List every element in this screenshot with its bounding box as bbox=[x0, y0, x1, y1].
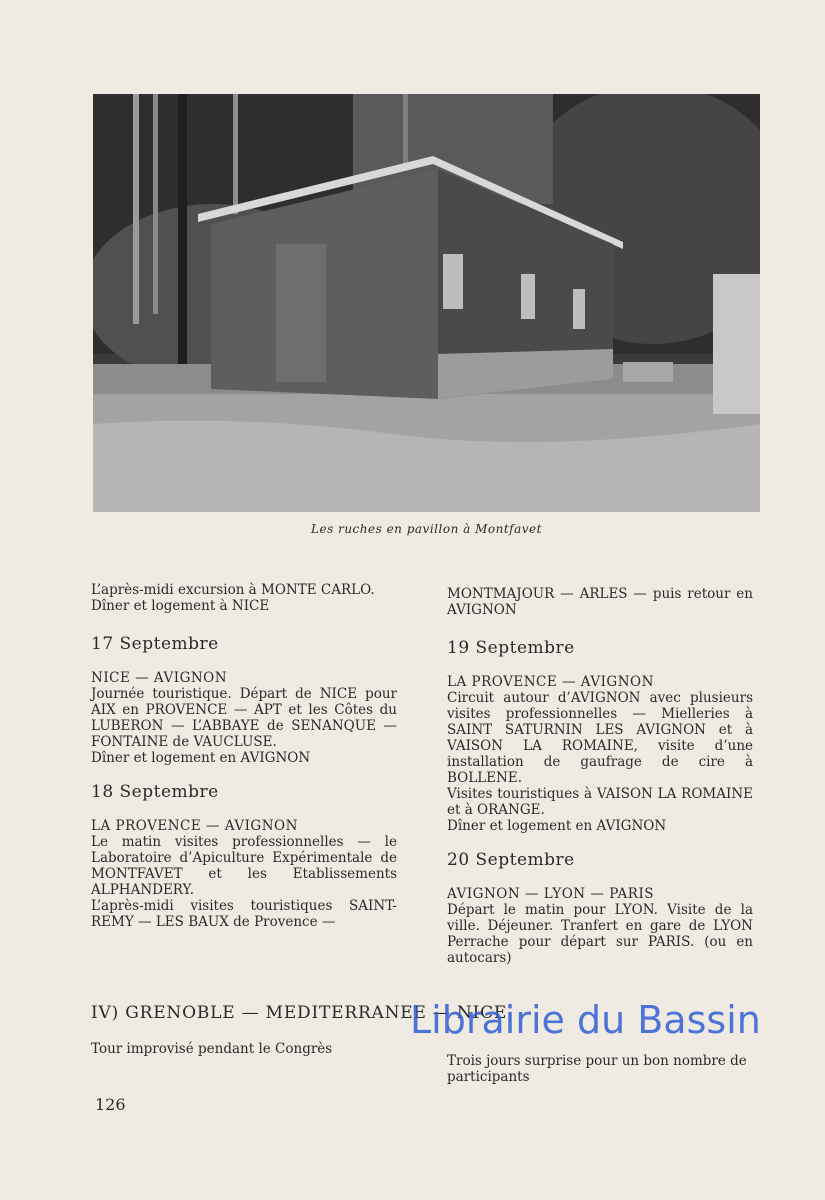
text-20: Départ le matin pour LYON. Visite de la ville. Déjeuner. Tranfert en gare de LYON Perrache pour départ sur PARIS. (ou en autocars) bbox=[447, 902, 753, 966]
intro-line-2: Dîner et logement à NICE bbox=[91, 598, 270, 614]
section-title: IV) GRENOBLE — MEDITERRANEE — NICE bbox=[91, 1003, 508, 1023]
beehive-pavilion-photo bbox=[93, 94, 760, 512]
text-17: Journée touristique. Départ de NICE pour AIX en PROVENCE — APT et les Côtes du LUBERON — L’ABBAYE de SENANQUE — FONTAINE de VAUCLUSE. bbox=[91, 686, 397, 750]
date-heading-18: 18 Septembre bbox=[91, 782, 219, 802]
tourism-19: Visites touristiques à VAISON LA ROMAINE et à ORANGE. bbox=[447, 786, 753, 818]
photo-illustration bbox=[93, 94, 760, 512]
text-18: Le matin visites professionnelles — le Laboratoire d’Apiculture Expérimentale de MONTFAVET et les Etablissements ALPHANDERY. bbox=[91, 834, 397, 898]
dinner-19: Dîner et logement en AVIGNON bbox=[447, 818, 667, 834]
intro-line-1: L’après-midi excursion à MONTE CARLO. bbox=[91, 582, 375, 598]
date-heading-19: 19 Septembre bbox=[447, 638, 575, 658]
section-right-text: Trois jours surprise pour un bon nombre de participants bbox=[447, 1053, 747, 1085]
left-column bbox=[91, 582, 397, 930]
right-column bbox=[447, 586, 753, 966]
afternoon-18: L’après-midi visites touristiques SAINT-REMY — LES BAUX de Provence — bbox=[91, 898, 397, 930]
page-number: 126 bbox=[95, 1095, 126, 1114]
route-18: LA PROVENCE — AVIGNON bbox=[91, 818, 298, 834]
dinner-17: Dîner et logement en AVIGNON bbox=[91, 750, 311, 766]
text-19: Circuit autour d’AVIGNON avec plusieurs visites professionnelles — Mielleries à SAINT SATURNIN LES AVIGNON et à VAISON LA ROMAINE, visite d’une installation de gaufrage de cire à BOLLENE. bbox=[447, 690, 753, 786]
watermark: Librairie du Bassin bbox=[410, 998, 761, 1042]
date-heading-20: 20 Septembre bbox=[447, 850, 575, 870]
route-17: NICE — AVIGNON bbox=[91, 670, 228, 686]
route-20: AVIGNON — LYON — PARIS bbox=[447, 886, 655, 902]
continuation-text: MONTMAJOUR — ARLES — puis retour en AVIGNON bbox=[447, 586, 753, 618]
section-left-text: Tour improvisé pendant le Congrès bbox=[91, 1041, 333, 1057]
photo-caption: Les ruches en pavillon à Montfavet bbox=[311, 522, 542, 536]
date-heading-17: 17 Septembre bbox=[91, 634, 219, 654]
route-19: LA PROVENCE — AVIGNON bbox=[447, 674, 654, 690]
